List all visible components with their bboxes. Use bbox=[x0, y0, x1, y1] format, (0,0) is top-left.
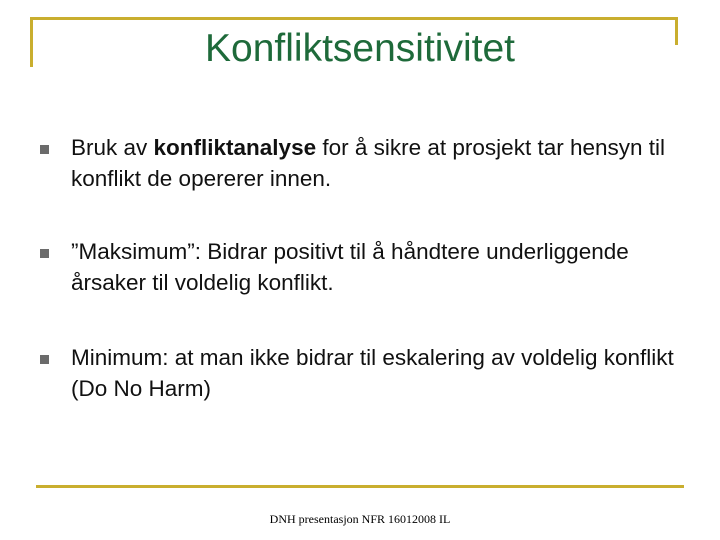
bullet-text-2: ”Maksimum”: Bidrar positivt til å håndtere underliggende årsaker til voldelig konflikt. bbox=[71, 239, 629, 295]
square-bullet-icon bbox=[40, 249, 49, 258]
square-bullet-icon bbox=[40, 355, 49, 364]
bullet-1-pre: Bruk av bbox=[71, 135, 154, 160]
slide-title: Konfliktsensitivitet bbox=[205, 27, 515, 70]
bullet-text-3: Minimum: at man ikke bidrar til eskalering av voldelig konflikt (Do No Harm) bbox=[71, 345, 674, 401]
bullet-1-post: for å sikre at prosjekt tar hensyn til konflikt de opererer innen. bbox=[71, 135, 666, 191]
square-bullet-icon bbox=[40, 145, 49, 154]
bullet-text-1 bbox=[71, 132, 691, 194]
frame-bottom-line bbox=[36, 485, 684, 488]
frame-top-line bbox=[30, 17, 678, 20]
slide-footer: DNH presentasjon NFR 16012008 IL bbox=[269, 512, 451, 526]
bullet-1-bold: konfliktanalyse bbox=[153, 135, 317, 160]
